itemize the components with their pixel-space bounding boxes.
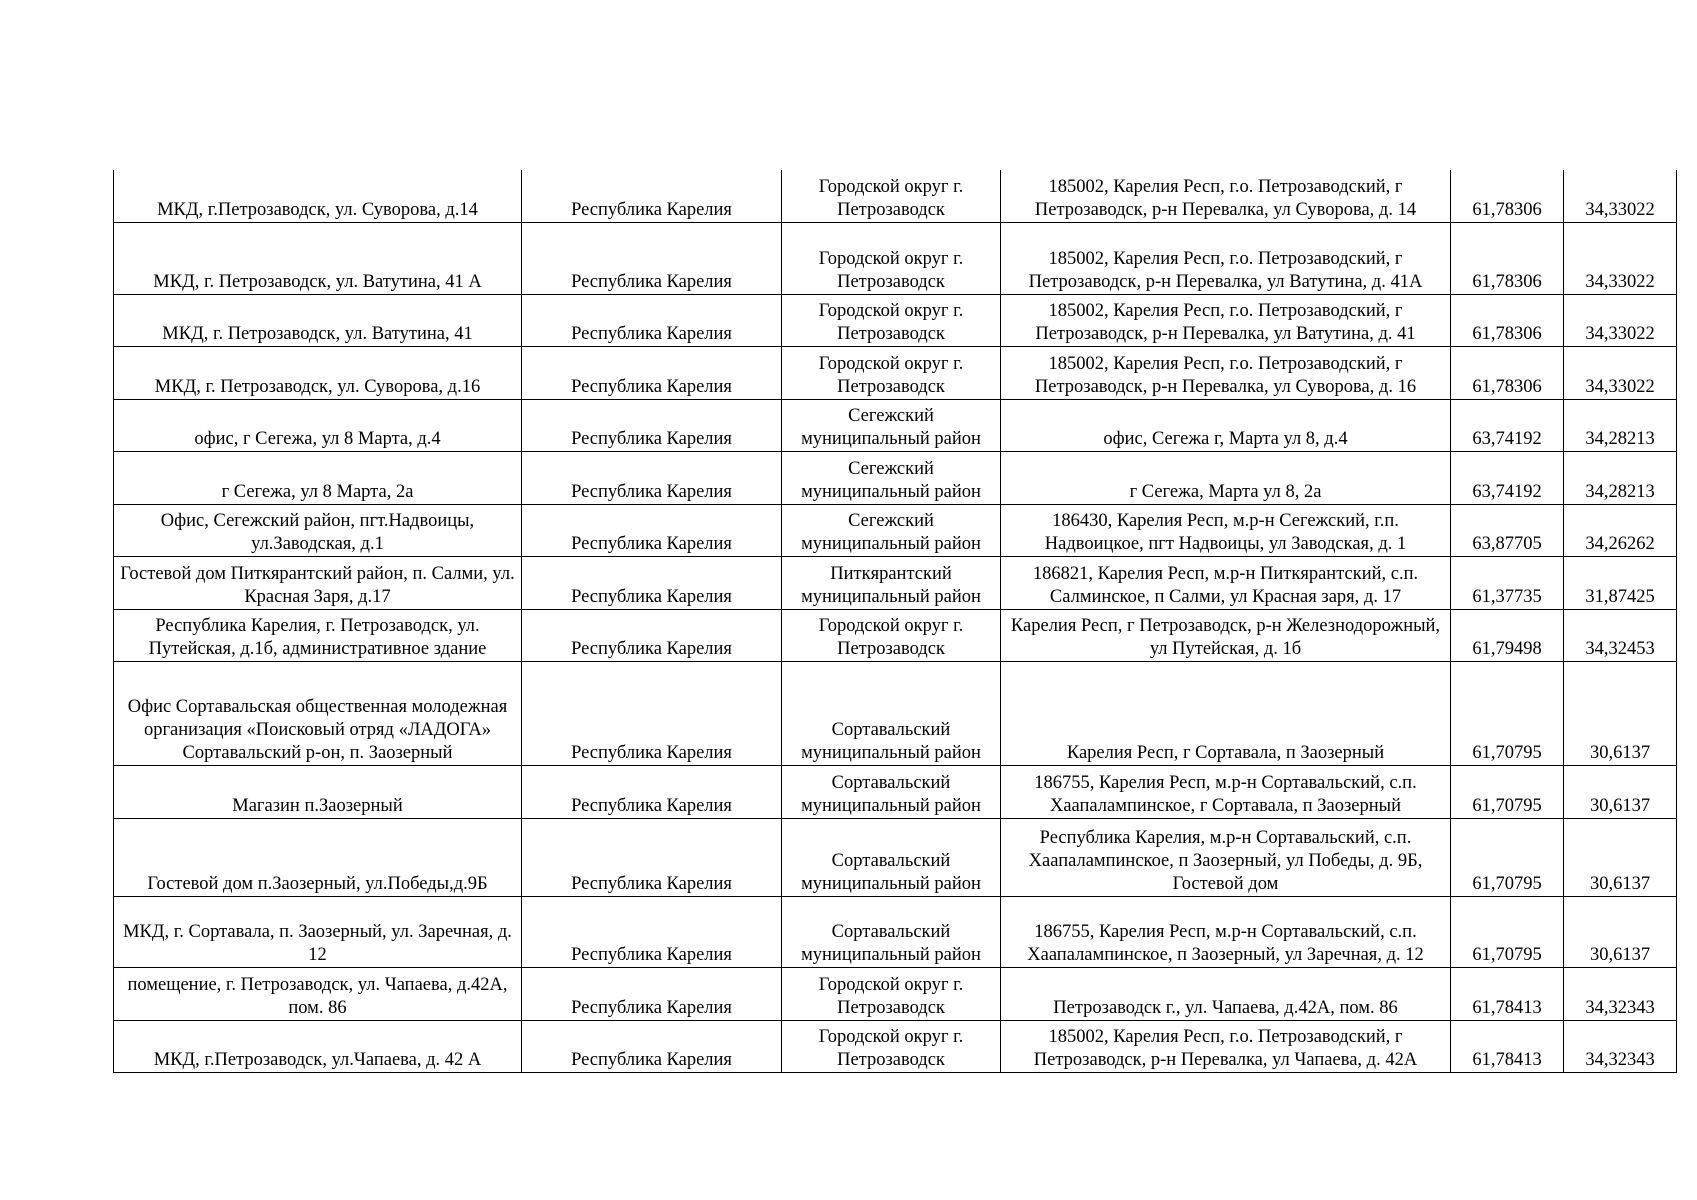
region-cell: Республика Карелия: [522, 294, 782, 346]
object-name-cell: Гостевой дом п.Заозерный, ул.Победы,д.9Б: [114, 818, 522, 896]
address-cell: 186821, Карелия Респ, м.р-н Питкярантский, с.п. Салминское, п Салми, ул Красная заря, д. 17: [1001, 556, 1451, 609]
object-name-cell: МКД, г. Петрозаводск, ул. Ватутина, 41: [114, 294, 522, 346]
latitude-cell: 61,70795: [1451, 661, 1564, 765]
longitude-cell: 34,33022: [1564, 222, 1677, 294]
region-cell: Республика Карелия: [522, 967, 782, 1020]
object-name-cell: Офис, Сегежский район, пгт.Надвоицы, ул.Заводская, д.1: [114, 504, 522, 556]
latitude-cell: 61,78306: [1451, 222, 1564, 294]
object-name-cell: Гостевой дом Питкярантский район, п. Салми, ул. Красная Заря, д.17: [114, 556, 522, 609]
table-row: [114, 451, 1677, 504]
region-cell: Республика Карелия: [522, 609, 782, 661]
address-cell: Карелия Респ, г Сортавала, п Заозерный: [1001, 661, 1451, 765]
longitude-cell: 31,87425: [1564, 556, 1677, 609]
region-cell: Республика Карелия: [522, 346, 782, 399]
table-row: [114, 896, 1677, 967]
municipality-cell: Сортавальский муниципальный район: [782, 765, 1001, 818]
longitude-cell: 34,33022: [1564, 346, 1677, 399]
region-cell: Республика Карелия: [522, 170, 782, 222]
address-cell: 185002, Карелия Респ, г.о. Петрозаводский, г Петрозаводск, р-н Перевалка, ул Чапаева, д. 42А: [1001, 1020, 1451, 1072]
latitude-cell: 61,78413: [1451, 1020, 1564, 1072]
object-name-cell: Офис Сортавальская общественная молодежная организация «Поисковый отряд «ЛАДОГА» Сортавальский р-он, п. Заозерный: [114, 661, 522, 765]
table-row: [114, 504, 1677, 556]
region-cell: Республика Карелия: [522, 451, 782, 504]
address-cell: 185002, Карелия Респ, г.о. Петрозаводский, г Петрозаводск, р-н Перевалка, ул Суворова, д. 16: [1001, 346, 1451, 399]
address-cell: Республика Карелия, м.р-н Сортавальский, с.п. Хаапалампинское, п Заозерный, ул Победы, д. 9Б, Гостевой дом: [1001, 818, 1451, 896]
longitude-cell: 30,6137: [1564, 765, 1677, 818]
object-name-cell: Магазин п.Заозерный: [114, 765, 522, 818]
address-cell: 185002, Карелия Респ, г.о. Петрозаводский, г Петрозаводск, р-н Перевалка, ул Суворова, д. 14: [1001, 170, 1451, 222]
region-cell: Республика Карелия: [522, 818, 782, 896]
region-cell: Республика Карелия: [522, 504, 782, 556]
latitude-cell: 61,70795: [1451, 896, 1564, 967]
region-cell: Республика Карелия: [522, 1020, 782, 1072]
data-table: [113, 170, 1677, 1073]
table-row: [114, 967, 1677, 1020]
longitude-cell: 30,6137: [1564, 896, 1677, 967]
latitude-cell: 63,74192: [1451, 451, 1564, 504]
region-cell: Республика Карелия: [522, 661, 782, 765]
address-cell: 186755, Карелия Респ, м.р-н Сортавальский, с.п. Хаапалампинское, г Сортавала, п Заозерный: [1001, 765, 1451, 818]
longitude-cell: 34,32453: [1564, 609, 1677, 661]
address-cell: 186755, Карелия Респ, м.р-н Сортавальский, с.п. Хаапалампинское, п Заозерный, ул Заречная, д. 12: [1001, 896, 1451, 967]
longitude-cell: 34,32343: [1564, 1020, 1677, 1072]
address-cell: Петрозаводск г., ул. Чапаева, д.42А, пом. 86: [1001, 967, 1451, 1020]
region-cell: Республика Карелия: [522, 399, 782, 451]
object-name-cell: г Сегежа, ул 8 Марта, 2а: [114, 451, 522, 504]
table-row: [114, 170, 1677, 222]
longitude-cell: 30,6137: [1564, 818, 1677, 896]
latitude-cell: 61,79498: [1451, 609, 1564, 661]
municipality-cell: Сортавальский муниципальный район: [782, 661, 1001, 765]
longitude-cell: 34,28213: [1564, 399, 1677, 451]
municipality-cell: Сортавальский муниципальный район: [782, 896, 1001, 967]
latitude-cell: 61,70795: [1451, 818, 1564, 896]
latitude-cell: 61,78413: [1451, 967, 1564, 1020]
address-cell: 186430, Карелия Респ, м.р-н Сегежский, г.п. Надвоицкое, пгт Надвоицы, ул Заводская, д. 1: [1001, 504, 1451, 556]
municipality-cell: Городской округ г. Петрозаводск: [782, 294, 1001, 346]
region-cell: Республика Карелия: [522, 222, 782, 294]
latitude-cell: 63,87705: [1451, 504, 1564, 556]
address-cell: офис, Сегежа г, Марта ул 8, д.4: [1001, 399, 1451, 451]
object-name-cell: Республика Карелия, г. Петрозаводск, ул. Путейская, д.1б, административное здание: [114, 609, 522, 661]
object-name-cell: МКД, г. Петрозаводск, ул. Ватутина, 41 А: [114, 222, 522, 294]
latitude-cell: 61,78306: [1451, 170, 1564, 222]
table-row: [114, 346, 1677, 399]
table-row: [114, 661, 1677, 765]
table-row: [114, 222, 1677, 294]
municipality-cell: Городской округ г. Петрозаводск: [782, 170, 1001, 222]
latitude-cell: 63,74192: [1451, 399, 1564, 451]
object-name-cell: МКД, г.Петрозаводск, ул. Суворова, д.14: [114, 170, 522, 222]
address-cell: Карелия Респ, г Петрозаводск, р-н Железнодорожный, ул Путейская, д. 1б: [1001, 609, 1451, 661]
municipality-cell: Сегежский муниципальный район: [782, 399, 1001, 451]
region-cell: Республика Карелия: [522, 765, 782, 818]
municipality-cell: Сегежский муниципальный район: [782, 504, 1001, 556]
address-cell: 185002, Карелия Респ, г.о. Петрозаводский, г Петрозаводск, р-н Перевалка, ул Ватутина, д. 41: [1001, 294, 1451, 346]
region-cell: Республика Карелия: [522, 896, 782, 967]
longitude-cell: 34,32343: [1564, 967, 1677, 1020]
municipality-cell: Питкярантский муниципальный район: [782, 556, 1001, 609]
longitude-cell: 34,33022: [1564, 294, 1677, 346]
municipality-cell: Сортавальский муниципальный район: [782, 818, 1001, 896]
longitude-cell: 34,33022: [1564, 170, 1677, 222]
table-row: [114, 294, 1677, 346]
table-row: [114, 556, 1677, 609]
table-row: [114, 818, 1677, 896]
region-cell: Республика Карелия: [522, 556, 782, 609]
longitude-cell: 34,26262: [1564, 504, 1677, 556]
municipality-cell: Городской округ г. Петрозаводск: [782, 967, 1001, 1020]
municipality-cell: Городской округ г. Петрозаводск: [782, 346, 1001, 399]
municipality-cell: Сегежский муниципальный район: [782, 451, 1001, 504]
object-name-cell: офис, г Сегежа, ул 8 Марта, д.4: [114, 399, 522, 451]
longitude-cell: 30,6137: [1564, 661, 1677, 765]
longitude-cell: 34,28213: [1564, 451, 1677, 504]
object-name-cell: МКД, г. Петрозаводск, ул. Суворова, д.16: [114, 346, 522, 399]
object-name-cell: помещение, г. Петрозаводск, ул. Чапаева, д.42А, пом. 86: [114, 967, 522, 1020]
table-row: [114, 765, 1677, 818]
object-name-cell: МКД, г.Петрозаводск, ул.Чапаева, д. 42 А: [114, 1020, 522, 1072]
object-name-cell: МКД, г. Сортавала, п. Заозерный, ул. Заречная, д. 12: [114, 896, 522, 967]
table-row: [114, 609, 1677, 661]
municipality-cell: Городской округ г. Петрозаводск: [782, 609, 1001, 661]
latitude-cell: 61,37735: [1451, 556, 1564, 609]
table-row: [114, 1020, 1677, 1072]
address-cell: 185002, Карелия Респ, г.о. Петрозаводский, г Петрозаводск, р-н Перевалка, ул Ватутина, д. 41А: [1001, 222, 1451, 294]
table-row: [114, 399, 1677, 451]
latitude-cell: 61,78306: [1451, 294, 1564, 346]
address-cell: г Сегежа, Марта ул 8, 2а: [1001, 451, 1451, 504]
latitude-cell: 61,70795: [1451, 765, 1564, 818]
municipality-cell: Городской округ г. Петрозаводск: [782, 222, 1001, 294]
municipality-cell: Городской округ г. Петрозаводск: [782, 1020, 1001, 1072]
latitude-cell: 61,78306: [1451, 346, 1564, 399]
